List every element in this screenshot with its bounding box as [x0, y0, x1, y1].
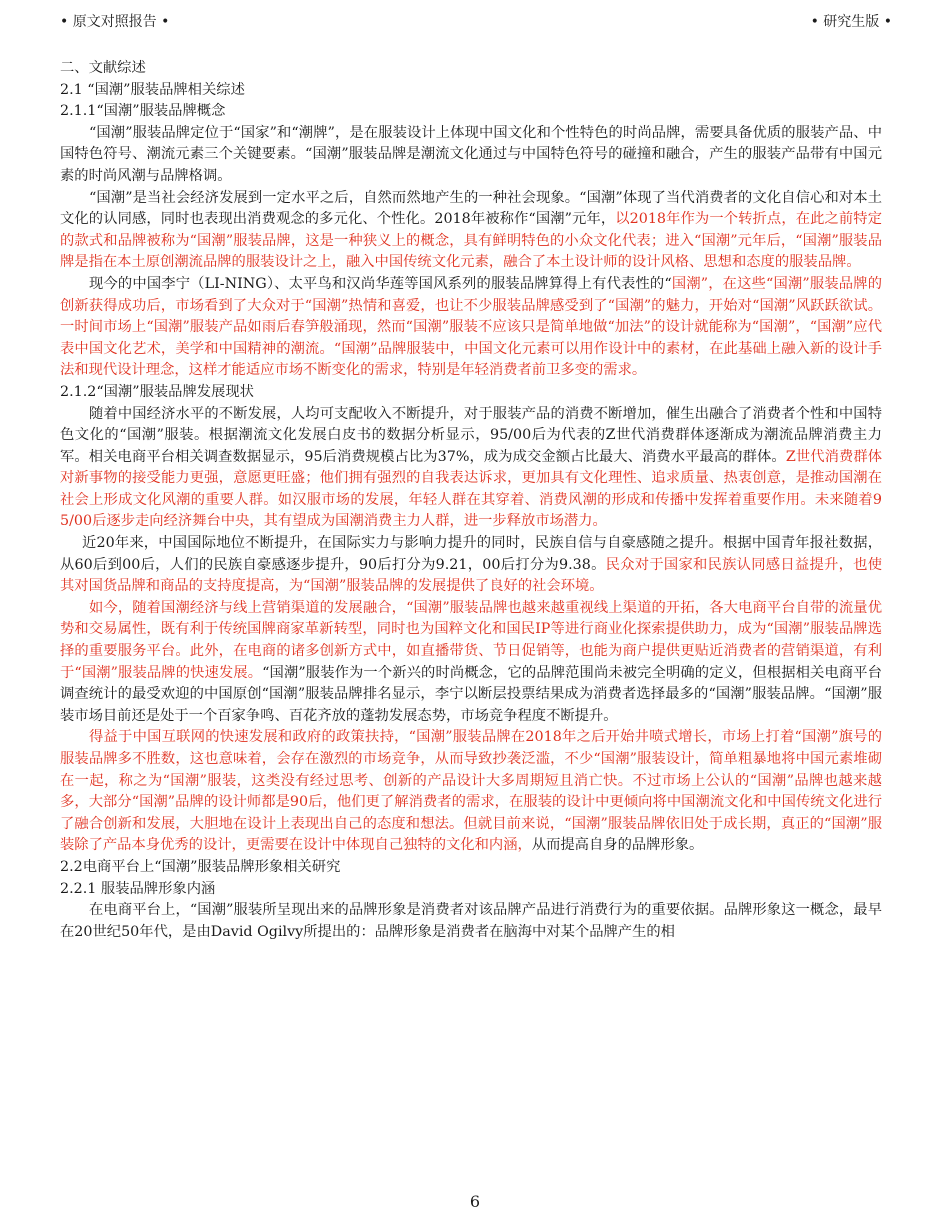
page-number: 6 [469, 1192, 481, 1211]
similar-text-highlight: Z世代消费群体对新事物的接受能力更强，意愿更旺盛；他们拥有强烈的自我表达诉求，更加具有文化理性、追求质量、热衷创意，是推动国潮在社会上形成文化风潮的重要人群。如汉服市场的发展，年轻人群在其穿着、消费风潮的形成和传播中发挥着重要作用。未来随着95/00后逐步走向经济舞台中央，其有望成为国潮消费主力人群，进一步释放市场潜力。 [60, 448, 883, 530]
report-header-left: • 原文对照报告 • [60, 14, 170, 30]
paragraph [60, 900, 882, 943]
text-segment: “国潮”是当社会经济发展到一定水平之后，自然而然地产生的一种社会现象。“国潮”体现了当代消费者的文化自信心和对本土文化的认同感，同时也表现出消费观念的多元化、个性化。2018年被称作“国潮”元年， [60, 189, 882, 228]
section-heading [60, 101, 882, 123]
paragraph [60, 188, 882, 274]
similar-text-highlight: 如今，随着国潮经济与线上营销渠道的发展融合，“国潮”服装品牌也越来越重视线上渠道的开拓，各大电商平台自带的流量优势和交易属性，既有利于传统国牌商家革新转型，同时也为国粹文化和国民IP等进行商业化探索提供助力，成为“国潮”服装品牌选择的重要服务平台。此外，在电商的诸多创新方式中，如直播带货、节日促销等，也能为商户提供更贴近消费者的营销渠道，有利于“国潮”服装品牌的快速发展。 [60, 599, 882, 681]
similar-text-highlight: 民众对于国家和民族认同感日益提升，也使其对国货品牌和商品的支持度提高，为“国潮”服装品牌的发展提供了良好的社会环境。 [60, 556, 883, 595]
text-segment: 二、文献综述 [60, 60, 146, 76]
text-segment: 近20年来，中国国际地位不断提升，在国际实力与影响力提升的同时，民族自信与自豪感随之提升。根据中国青年报社数据，从60后到00后，人们的民族自豪感逐步提升，90后打分为9.21，00后打分为9.38。 [60, 535, 882, 573]
section-heading [60, 879, 882, 901]
text-segment: 2.1.2“国潮”服装品牌发展现状 [60, 383, 254, 400]
text-segment: 在电商平台上，“国潮”服装所呈现出来的品牌形象是消费者对该品牌产品进行消费行为的重要依据。品牌形象这一概念，最早在20世纪50年代，是由David Ogilvy所提出的：品牌形象是消费者在脑海中对某个品牌产生的相 [60, 902, 882, 940]
similar-text-highlight: 得益于中国互联网的快速发展和政府的政策扶持，“国潮”服装品牌在2018年之后开始井喷式增长，市场上打着“国潮”旗号的服装品牌多不胜数，这也意味着，会存在激烈的市场竞争，从而导致抄袭泛滥，不少“国潮”服装设计，简单粗暴地将中国元素堆砌在一起，称之为“国潮”服装，这类没有经过思考、创新的产品设计大多周期短且消亡快。 [60, 729, 882, 789]
section-heading [60, 382, 882, 404]
text-segment: 2.2电商平台上“国潮”服装品牌形象相关研究 [60, 858, 341, 875]
text-segment: “国潮”服装品牌定位于“国家”和“潮牌”，是在服装设计上体现中国文化和个性特色的时尚品牌，需要具备优质的服装产品、中国特色符号、潮流元素三个关键要素。“国潮”服装品牌是潮流文化通过与中国特色符号的碰撞和融合，产生的服装产品带有中国元素的时尚风潮与品牌格调。 [60, 124, 882, 184]
text-segment: “国潮”服装作为一个新兴的时尚概念，它的品牌范围尚未被完全明确的定义，但根据相关电商平台调查统计的最受欢迎的中国原创“国潮”服装品牌排名显示，李宁以断层投票结果成为消费者选择最多的“国潮”服装品牌。“国潮”服装市场目前还是处于一个百家争鸣、百花齐放的蓬勃发展态势，市场竞争程度不断提升。 [60, 664, 882, 724]
text-segment: 现今的中国李宁（LI-NING）、太平鸟和汉尚华莲等国风系列的服装品牌算得上有代表性的“ [89, 275, 672, 292]
paragraph [60, 123, 882, 188]
paragraph [60, 404, 882, 534]
text-segment: 随着中国经济水平的不断发展，人均可支配收入不断提升，对于服装产品的消费不断增加，催生出融合了消费者个性和中国特色文化的“国潮”服装。根据潮流文化发展白皮书的数据分析显示，95/00后为代表的Z世代消费群体逐渐成为潮流品牌消费主力军。相关电商平台相关调查数据显示，95后消费规模占比为37%，成为成交金额占比最大、消费水平最高的群体。 [60, 405, 882, 465]
similar-text-highlight: 不过市场上公认的“国潮”品牌也越来越多，大部分“国潮”品牌的设计师都是90后，他们更了解消费者的需求，在服装的设计中更倾向将中国潮流文化和中国传统文化进行了融合创新和发展，大胆地在设计上表现出自己的态度和想法。但就目前来说，“国潮”服装品牌依旧处于成长期，真正的“国潮”服装除了产品本身优秀的设计，更需要在设计中体现自己独特的文化和内涵， [60, 772, 882, 854]
text-segment: 2.1 “国潮”服装品牌相关综述 [60, 81, 245, 98]
document-body [60, 58, 882, 943]
paragraph [60, 274, 882, 382]
paragraph [60, 727, 882, 857]
report-header-right: • 研究生版 • [810, 14, 892, 30]
text-segment: 2.2.1 服装品牌形象内涵 [60, 880, 216, 897]
text-segment: 2.1.1“国潮”服装品牌概念 [60, 103, 226, 120]
text-segment: 从而提高自身的品牌形象。 [531, 837, 704, 854]
paragraph [60, 598, 882, 728]
section-heading [60, 80, 882, 102]
section-heading [60, 857, 882, 879]
section-heading [60, 58, 882, 80]
paragraph [60, 533, 882, 598]
similar-text-highlight: 国潮”，在这些“国潮”服装品牌的创新获得成功后，市场看到了大众对于“国潮”热情和喜爱，也让不少服装品牌感受到了“国潮”的魅力，开始对“国潮”风跃跃欲试。一时间市场上“国潮”服装产品如雨后春笋般涌现，然而“国潮”服装不应该只是简单地做“加法”的设计就能称为“国潮”，“国潮”应代表中国文化艺术，美学和中国精神的潮流。“国潮”品牌服装中，中国文化元素可以用作设计中的素材，在此基础上融入新的设计手法和现代设计理念，这样才能适应市场不断变化的需求，特别是年轻消费者前卫多变的需求。 [60, 275, 882, 379]
similar-text-highlight: 以2018年作为一个转折点，在此之前特定的款式和品牌被称为“国潮”服装品牌，这是一种狭义上的概念，具有鲜明特色的小众文化代表；进入“国潮”元年后，“国潮”服装品牌是指在本土原创潮流品牌的服装设计之上，融入中国传统文化元素，融合了本土设计师的设计风格、思想和态度的服装品牌。 [60, 211, 883, 271]
